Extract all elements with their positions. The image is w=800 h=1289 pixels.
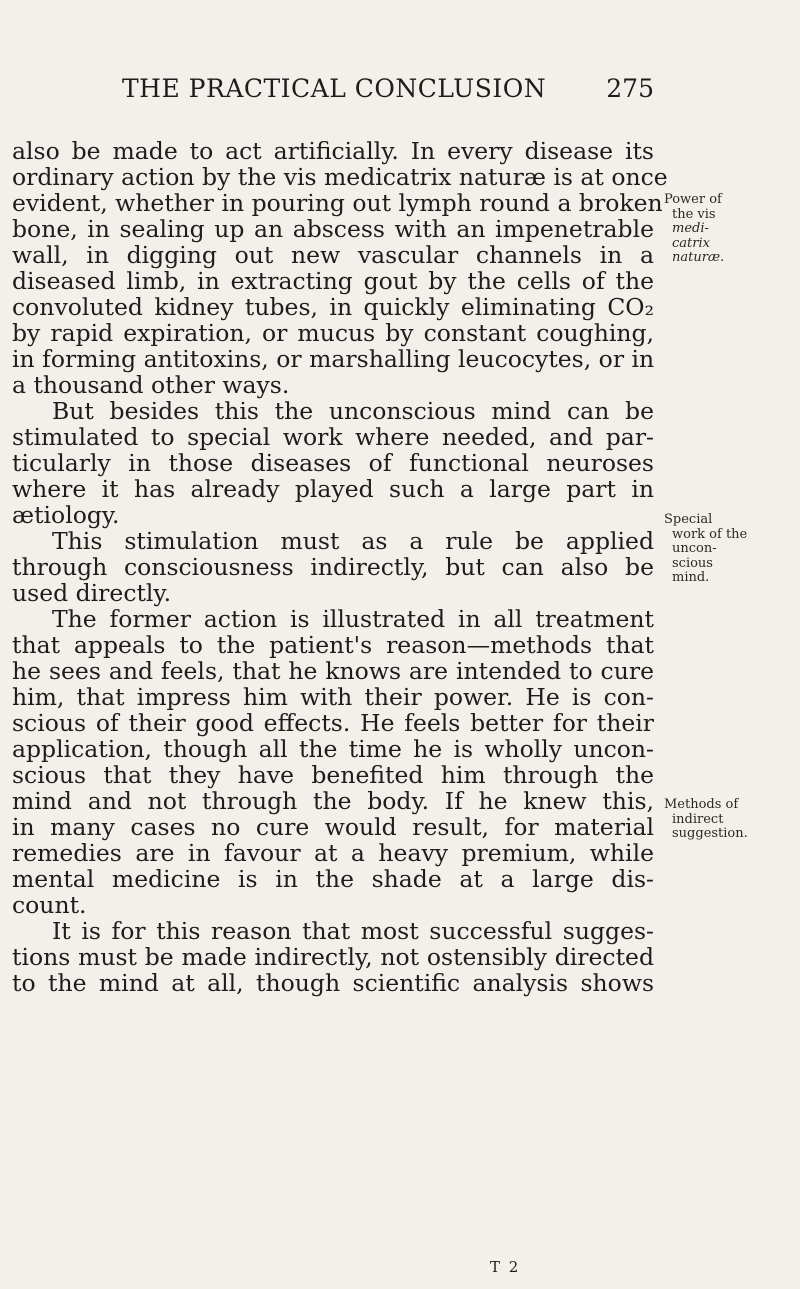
text-line: to the mind at all, though scientific analysis shows (12, 969, 654, 997)
text-line: But besides this the unconscious mind can be (52, 397, 654, 425)
text-line: remedies are in favour at a heavy premium, while (12, 839, 654, 867)
text-line: a thousand other ways. (12, 371, 290, 399)
text-line: him, that impress him with their power. He is con- (12, 683, 654, 711)
text-line: application, though all the time he is wholly uncon- (12, 735, 654, 763)
text-line: that appeals to the patient's reason—methods that (12, 631, 654, 659)
text-line: This stimulation must as a rule be applied (52, 527, 654, 555)
running-title: THE PRACTICAL CONCLUSION (122, 74, 547, 103)
marginal-line: suggestion. (672, 826, 748, 841)
text-line: ordinary action by the vis medicatrix naturæ is at once (12, 163, 668, 191)
text-line: used directly. (12, 579, 172, 607)
text-line: It is for this reason that most successful sugges- (52, 917, 654, 945)
marginal-line: work of the (672, 526, 748, 542)
page-number: 275 (606, 74, 654, 103)
marginal-line: catrix (672, 235, 710, 251)
text-line: he sees and feels, that he knows are intended to cure (12, 657, 654, 685)
running-header (122, 74, 654, 110)
marginal-line: indirect (672, 811, 724, 827)
text-line: through consciousness indirectly, but can also be (12, 553, 654, 581)
text-line: wall, in digging out new vascular channels in a (12, 241, 654, 269)
marginal-line: Special (664, 512, 713, 527)
text-line: stimulated to special work where needed, and par- (12, 423, 654, 451)
marginal-line: uncon- (672, 541, 717, 556)
text-line: ticularly in those diseases of functional neuroses (12, 449, 654, 477)
marginal-note-indirect-suggestion (664, 798, 748, 842)
text-line: in many cases no cure would result, for material (12, 813, 654, 841)
text-line: by rapid expiration, or mucus by constant coughing, (12, 319, 654, 347)
marginal-note-special-work (664, 513, 747, 586)
text-line: bone, in sealing up an abscess with an impenetrable (12, 215, 654, 243)
text-line: scious of their good effects. He feels better for their (12, 709, 654, 737)
text-line: convoluted kidney tubes, in quickly eliminating CO₂ (12, 293, 654, 321)
text-line: count. (12, 891, 87, 919)
marginal-note-vis-medicatrix (664, 193, 724, 266)
text-line: in forming antitoxins, or marshalling leucocytes, or in (12, 345, 655, 373)
marginal-line: scious (672, 555, 713, 571)
marginal-line: the vis (672, 206, 716, 222)
text-line: tions must be made indirectly, not ostensibly directed (12, 943, 654, 971)
marginal-line: Methods of (664, 797, 739, 812)
text-line: ætiology. (12, 501, 120, 529)
text-line: where it has already played such a large part in (12, 475, 654, 503)
text-line: The former action is illustrated in all treatment (52, 605, 654, 633)
text-line: mental medicine is in the shade at a large dis- (12, 865, 654, 893)
text-line: mind and not through the body. If he knew this, (12, 787, 654, 815)
marginal-line: naturæ. (672, 250, 725, 265)
body-text (12, 137, 668, 997)
marginal-line: mind. (672, 570, 710, 585)
marginal-line: medi- (672, 221, 709, 236)
signature-mark: T 2 (490, 1258, 521, 1276)
text-line: also be made to act artificially. In every disease its (12, 137, 654, 165)
text-line: evident, whether in pouring out lymph round a broken (12, 189, 663, 217)
text-line: scious that they have benefited him through the (12, 761, 654, 789)
marginal-line: Power of (664, 192, 722, 207)
text-line: diseased limb, in extracting gout by the cells of the (12, 267, 654, 295)
